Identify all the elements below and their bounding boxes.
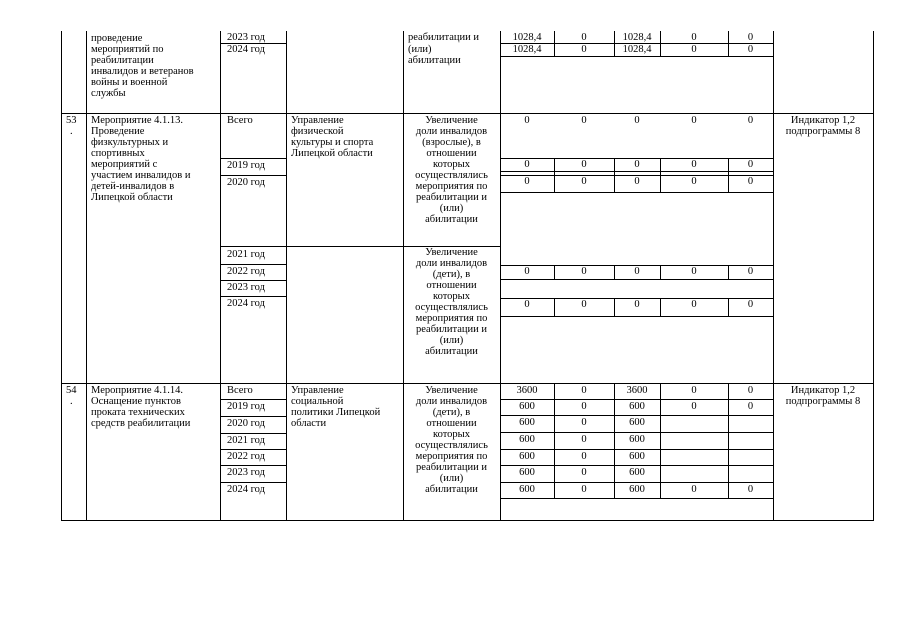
year-label: Всего bbox=[227, 385, 253, 396]
program-indicator-line: Индикатор 1,2 bbox=[790, 385, 856, 396]
value-cell: 600 bbox=[519, 451, 535, 462]
indicator-line: абилитации bbox=[425, 214, 478, 225]
row-number: 54 bbox=[66, 385, 77, 396]
executor-line: политики Липецкой bbox=[291, 407, 381, 418]
value-cell: 600 bbox=[629, 417, 645, 428]
indicator-line: (дети), в bbox=[432, 269, 471, 280]
value-cell: 0 bbox=[634, 159, 640, 170]
measure-title-line: Липецкой области bbox=[91, 192, 173, 203]
measure-title-line: физкультурных и bbox=[91, 137, 169, 148]
measure-title-line: войны и военной bbox=[91, 77, 168, 88]
value-cell: 1028,4 bbox=[622, 44, 652, 55]
indicator-line: Увеличение bbox=[425, 385, 478, 396]
value-cell: 0 bbox=[747, 299, 754, 310]
value-cell: 0 bbox=[634, 115, 640, 126]
year-label: 2023 год bbox=[227, 282, 265, 293]
value-cell: 0 bbox=[747, 401, 754, 412]
year-label: 2024 год bbox=[227, 484, 265, 495]
indicator-line: реабилитации и bbox=[408, 32, 479, 43]
value-cell: 0 bbox=[691, 266, 697, 277]
value-cell: 1028,4 bbox=[512, 44, 542, 55]
value-cell: 0 bbox=[581, 484, 587, 495]
value-cell: 3600 bbox=[516, 385, 538, 396]
indicator-line: Увеличение bbox=[425, 115, 478, 126]
indicator-line: которых bbox=[433, 291, 470, 302]
indicator-line: реабилитации и bbox=[416, 192, 487, 203]
value-cell: 0 bbox=[747, 176, 754, 187]
value-cell: 0 bbox=[581, 266, 587, 277]
value-cell: 0 bbox=[634, 266, 640, 277]
indicator-line: (взрослые), в bbox=[422, 137, 481, 148]
value-cell: 0 bbox=[581, 467, 587, 478]
value-cell: 0 bbox=[747, 266, 754, 277]
value-cell: 600 bbox=[629, 451, 645, 462]
value-cell: 0 bbox=[634, 176, 640, 187]
year-label: 2022 год bbox=[227, 451, 265, 462]
value-cell: 0 bbox=[747, 115, 754, 126]
value-cell: 0 bbox=[691, 385, 697, 396]
measure-title-line: участием инвалидов и bbox=[91, 170, 191, 181]
value-cell: 0 bbox=[691, 176, 697, 187]
measure-title-line: спортивных bbox=[91, 148, 145, 159]
indicator-line: осуществлялись bbox=[415, 302, 488, 313]
value-cell: 600 bbox=[519, 434, 535, 445]
value-cell: 0 bbox=[581, 176, 587, 187]
value-cell: 1028,4 bbox=[512, 32, 542, 43]
year-label: 2024 год bbox=[227, 298, 265, 309]
value-cell: 0 bbox=[581, 159, 587, 170]
value-cell: 600 bbox=[519, 417, 535, 428]
measure-title-line: детей-инвалидов в bbox=[91, 181, 175, 192]
executor-line: культуры и спорта bbox=[291, 137, 374, 148]
value-cell: 0 bbox=[581, 32, 587, 43]
year-label: 2020 год bbox=[227, 177, 265, 188]
indicator-line: абилитации bbox=[425, 484, 478, 495]
indicator-line: (или) bbox=[439, 335, 464, 346]
value-cell: 600 bbox=[629, 401, 645, 412]
value-cell: 600 bbox=[629, 484, 645, 495]
measure-title-line: мероприятий с bbox=[91, 159, 158, 170]
value-cell: 0 bbox=[581, 434, 587, 445]
year-label: 2023 год bbox=[227, 467, 265, 478]
measure-title-line: средств реабилитации bbox=[91, 418, 191, 429]
measure-title-line: Мероприятие 4.1.14. bbox=[91, 385, 184, 396]
measure-title-line: проведение bbox=[91, 33, 143, 44]
value-cell: 0 bbox=[691, 44, 697, 55]
measure-title-line: Оснащение пунктов bbox=[91, 396, 181, 407]
executor-line: Управление bbox=[291, 385, 344, 396]
indicator-line: доли инвалидов bbox=[415, 258, 488, 269]
program-indicator-line: Индикатор 1,2 bbox=[790, 115, 856, 126]
row-number: 53 bbox=[66, 115, 77, 126]
value-cell: 600 bbox=[519, 467, 535, 478]
value-cell: 0 bbox=[691, 484, 697, 495]
value-cell: 0 bbox=[747, 32, 754, 43]
measure-title-line: мероприятий по bbox=[91, 44, 164, 55]
executor-line: Управление bbox=[291, 115, 344, 126]
indicator-line: отношении bbox=[426, 418, 477, 429]
value-cell: 600 bbox=[629, 434, 645, 445]
value-cell: 0 bbox=[581, 115, 587, 126]
value-cell: 0 bbox=[524, 115, 530, 126]
executor-line: физической bbox=[291, 126, 344, 137]
year-label: 2021 год bbox=[227, 435, 265, 446]
value-cell: 0 bbox=[691, 32, 697, 43]
indicator-line: абилитации bbox=[408, 55, 461, 66]
executor-line: Липецкой области bbox=[291, 148, 373, 159]
indicator-line: отношении bbox=[426, 148, 477, 159]
indicator-line: реабилитации и bbox=[416, 462, 487, 473]
program-indicator-line: подпрограммы 8 bbox=[785, 396, 861, 407]
indicator-line: (или) bbox=[408, 44, 432, 55]
row-number-dot: . bbox=[70, 126, 73, 137]
indicator-line: Увеличение bbox=[425, 247, 478, 258]
year-label: Всего bbox=[227, 115, 253, 126]
indicator-line: (или) bbox=[439, 473, 464, 484]
indicator-line: которых bbox=[433, 429, 470, 440]
indicator-line: реабилитации и bbox=[416, 324, 487, 335]
indicator-line: которых bbox=[433, 159, 470, 170]
value-cell: 600 bbox=[629, 467, 645, 478]
value-cell: 0 bbox=[581, 299, 587, 310]
measure-title-line: Проведение bbox=[91, 126, 145, 137]
value-cell: 1028,4 bbox=[622, 32, 652, 43]
indicator-line: доли инвалидов bbox=[415, 396, 488, 407]
value-cell: 0 bbox=[524, 159, 530, 170]
value-cell: 600 bbox=[519, 401, 535, 412]
measure-title-line: Мероприятие 4.1.13. bbox=[91, 115, 184, 126]
value-cell: 600 bbox=[519, 484, 535, 495]
measure-title-line: реабилитации bbox=[91, 55, 154, 66]
indicator-line: (дети), в bbox=[432, 407, 471, 418]
year-label: 2023 год bbox=[227, 32, 265, 43]
value-cell: 0 bbox=[581, 451, 587, 462]
executor-line: области bbox=[291, 418, 327, 429]
indicator-line: осуществлялись bbox=[415, 170, 488, 181]
value-cell: 0 bbox=[747, 385, 754, 396]
indicator-line: мероприятия по bbox=[415, 313, 488, 324]
value-cell: 0 bbox=[581, 385, 587, 396]
indicator-line: мероприятия по bbox=[415, 451, 488, 462]
year-label: 2020 год bbox=[227, 418, 265, 429]
value-cell: 0 bbox=[691, 159, 697, 170]
value-cell: 0 bbox=[524, 266, 530, 277]
year-label: 2019 год bbox=[227, 401, 265, 412]
indicator-line: отношении bbox=[426, 280, 477, 291]
year-label: 2024 год bbox=[227, 44, 265, 55]
value-cell: 0 bbox=[691, 115, 697, 126]
year-label: 2022 год bbox=[227, 266, 265, 277]
value-cell: 3600 bbox=[626, 385, 648, 396]
value-cell: 0 bbox=[747, 484, 754, 495]
indicator-line: доли инвалидов bbox=[415, 126, 488, 137]
year-label: 2021 год bbox=[227, 249, 265, 260]
value-cell: 0 bbox=[747, 159, 754, 170]
value-cell: 0 bbox=[581, 44, 587, 55]
executor-line: социальной bbox=[291, 396, 344, 407]
year-label: 2019 год bbox=[227, 160, 265, 171]
measure-title-line: инвалидов и ветеранов bbox=[91, 66, 194, 77]
indicator-line: абилитации bbox=[425, 346, 478, 357]
program-indicator-line: подпрограммы 8 bbox=[785, 126, 861, 137]
measure-title-line: проката технических bbox=[91, 407, 185, 418]
value-cell: 0 bbox=[747, 44, 754, 55]
row-number-dot: . bbox=[70, 396, 73, 407]
value-cell: 0 bbox=[581, 401, 587, 412]
indicator-line: осуществлялись bbox=[415, 440, 488, 451]
value-cell: 0 bbox=[581, 417, 587, 428]
value-cell: 0 bbox=[691, 401, 697, 412]
indicator-line: мероприятия по bbox=[415, 181, 488, 192]
value-cell: 0 bbox=[691, 299, 697, 310]
measure-title-line: службы bbox=[91, 88, 126, 99]
value-cell: 0 bbox=[634, 299, 640, 310]
value-cell: 0 bbox=[524, 176, 530, 187]
indicator-line: (или) bbox=[439, 203, 464, 214]
value-cell: 0 bbox=[524, 299, 530, 310]
